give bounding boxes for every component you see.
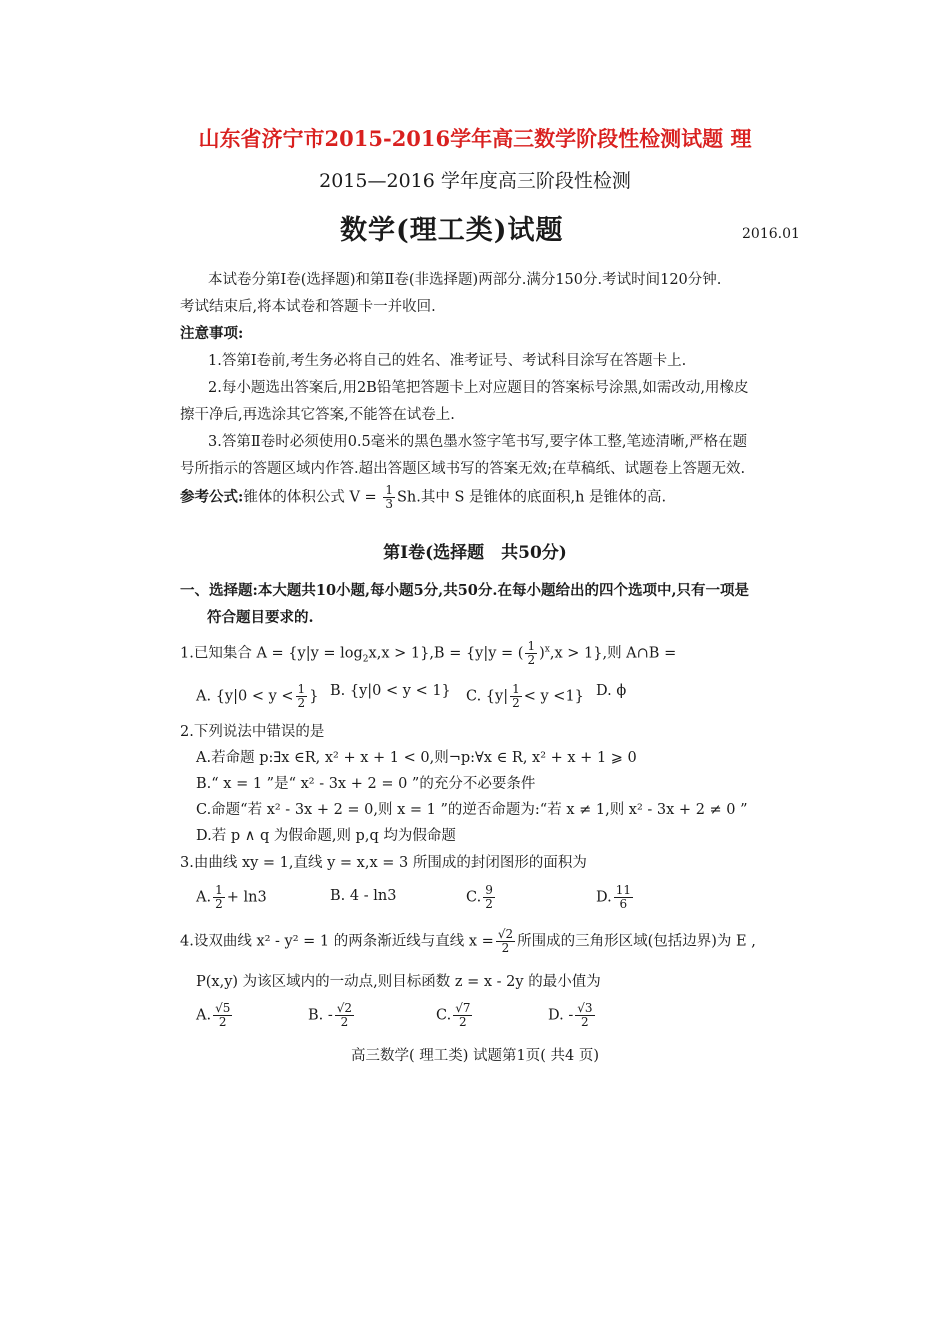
q3-a-fraction [213, 884, 225, 911]
q1-option-d: D. ϕ [596, 683, 627, 699]
note-2b: 擦干净后,再选涂其它答案,不能答在试卷上. [180, 407, 455, 423]
q1-c-den: 2 [512, 696, 520, 710]
q4-option-b [308, 1002, 356, 1029]
q1-option-c [466, 683, 584, 710]
q3-c-den: 2 [485, 897, 493, 911]
q4-a-num: √5 [215, 1001, 231, 1015]
q3-c-fraction [483, 884, 495, 911]
exam-subtitle: 2015—2016 学年度高三阶段性检测 [319, 170, 631, 192]
q1-half-num: 1 [527, 639, 536, 653]
note-1: 1.答第Ⅰ卷前,考生务必将自己的姓名、准考证号、考试科目涂写在答题卡上. [208, 353, 687, 369]
question-4-stem-line2: P(x,y) 为该区域内的一动点,则目标函数 z = x - 2y 的最小值为 [196, 974, 601, 990]
q3-c-num: 9 [485, 883, 493, 897]
exam-date: 2016.01 [742, 226, 800, 242]
q4-d-fraction [575, 1002, 594, 1029]
q2-option-c: C.命题“若 x² - 3x + 2 = 0,则 x = 1 ”的逆否命题为:“若 x ≠ 1,则 x² - 3x + 2 ≠ 0 ” [196, 802, 748, 818]
q3-option-d [596, 884, 635, 911]
q1-a-post: } [309, 688, 319, 705]
q2-option-b: B.“ x = 1 ”是“ x² - 3x + 2 = 0 ”的充分不必要条件 [196, 776, 536, 792]
q4-c-pre: C. [436, 1007, 452, 1024]
q1-stem-part-a: 1.已知集合 A = {y|y = log [180, 645, 363, 662]
q1-c-post: < y <1} [523, 688, 584, 705]
q3-d-num: 11 [615, 883, 631, 897]
q4-b-den: 2 [340, 1015, 349, 1029]
q3-option-c [466, 884, 497, 911]
note-3b: 号所指示的答题区域内作答.超出答题区域书写的答案无效;在草稿纸、试题卷上答题无效. [180, 461, 746, 477]
q1-c-pre: C. {y| [466, 688, 509, 705]
q3-d-pre: D. [596, 889, 612, 906]
q1-stem-part-c: ) [539, 645, 545, 662]
q1-option-b: B. {y|0 < y < 1} [330, 683, 451, 699]
q3-a-pre: A. [196, 889, 212, 906]
q3-option-b: B. 4 - ln3 [330, 888, 397, 904]
q4-d-den: 2 [581, 1015, 589, 1029]
instructions-line1: 本试卷分第Ⅰ卷(选择题)和第Ⅱ卷(非选择题)两部分.满分150分.考试时间120分钟. [208, 272, 722, 288]
q1-half-fraction [525, 640, 537, 667]
formula-post: Sh.其中 S 是锥体的底面积,h 是锥体的高. [396, 489, 667, 506]
formula-pre: 锥体的体积公式 V = [243, 489, 377, 506]
section-instructions-a: 一、选择题:本大题共10小题,每小题5分,共50分.在每小题给出的四个选项中,只有一项是 [180, 582, 749, 599]
q1-c-num: 1 [512, 682, 520, 696]
q1-stem-part-b: x,x > 1},B = {y|y = ( [368, 645, 524, 662]
question-4-stem-line1 [180, 928, 756, 955]
note-3a: 3.答第Ⅱ卷时必须使用0.5毫米的黑色墨水签字笔书写,要字体工整,笔迹清晰,严格在题 [208, 434, 748, 450]
section-title: 第Ⅰ卷(选择题 共50分) [383, 543, 567, 563]
q1-a-den: 2 [297, 696, 306, 710]
q1-c-fraction [510, 683, 522, 710]
q4-stem-den: 2 [501, 941, 510, 955]
q4-d-num: √3 [577, 1001, 593, 1015]
q4-a-den: 2 [218, 1015, 227, 1029]
question-2-stem: 2.下列说法中错误的是 [180, 724, 325, 740]
q2-option-d: D.若 p ∧ q 为假命题,则 p,q 均为假命题 [196, 828, 456, 844]
q4-b-fraction [335, 1002, 354, 1029]
q4-b-num: √2 [336, 1001, 353, 1015]
question-3-stem: 3.由曲线 xy = 1,直线 y = x,x = 3 所围成的封闭图形的面积为 [180, 855, 587, 871]
q1-exponent: x [544, 644, 550, 655]
q3-a-den: 2 [215, 897, 223, 911]
formula-label: 参考公式: [180, 488, 244, 506]
q4-c-num: √7 [455, 1001, 471, 1015]
q3-a-num: 1 [215, 883, 223, 897]
q3-option-a [196, 884, 267, 911]
q1-a-pre: A. {y|0 < y < [196, 688, 294, 705]
reference-formula [180, 484, 666, 511]
note-2a: 2.每小题选出答案后,用2B铅笔把答题卡上对应题目的答案标号涂黑,如需改动,用橡皮 [208, 380, 749, 396]
q4-option-d [548, 1002, 597, 1029]
red-header-title: 山东省济宁市2015-2016学年高三数学阶段性检测试题 理 [198, 126, 752, 151]
q1-half-den: 2 [527, 653, 536, 667]
q3-d-fraction [614, 884, 633, 911]
q3-c-pre: C. [466, 889, 482, 906]
instructions-line2: 考试结束后,将本试卷和答题卡一并收回. [180, 299, 436, 315]
q3-d-den: 6 [619, 897, 628, 911]
formula-fraction [383, 484, 395, 511]
formula-denominator: 3 [385, 497, 393, 511]
q4-stem-fraction [496, 928, 515, 955]
exam-main-title: 数学(理工类)试题 [340, 215, 564, 246]
q4-a-pre: A. [196, 1007, 212, 1024]
section-instructions-b: 符合题目要求的. [207, 609, 314, 626]
q4-stem-num: √2 [497, 927, 514, 941]
q4-d-pre: D. - [548, 1007, 574, 1024]
formula-numerator: 1 [385, 483, 393, 497]
q1-a-fraction [296, 683, 308, 710]
q1-a-num: 1 [297, 682, 306, 696]
q4-stem-b: 所围成的三角形区域(包括边界)为 E , [517, 933, 756, 950]
q4-option-c [436, 1002, 474, 1029]
q1-option-a [196, 683, 318, 710]
question-1-stem [180, 640, 676, 667]
q3-a-post: + ln3 [226, 889, 267, 906]
q4-option-a [196, 1002, 234, 1029]
q2-option-a: A.若命题 p:∃x ∈R, x² + x + 1 < 0,则¬p:∀x ∈ R, x² + x + 1 ⩾ 0 [196, 750, 637, 766]
notes-heading: 注意事项: [180, 325, 244, 342]
q1-log-base: 2 [362, 654, 369, 665]
q4-stem-a: 4.设双曲线 x² - y² = 1 的两条渐近线与直线 x = [180, 933, 494, 950]
q4-a-fraction [213, 1002, 232, 1029]
q4-b-pre: B. - [308, 1007, 333, 1024]
q4-c-fraction [453, 1002, 472, 1029]
page-footer: 高三数学( 理工类) 试题第1页( 共4 页) [350, 1048, 599, 1064]
q1-stem-part-d: ,x > 1},则 A∩B = [549, 645, 677, 662]
q4-c-den: 2 [459, 1015, 467, 1029]
